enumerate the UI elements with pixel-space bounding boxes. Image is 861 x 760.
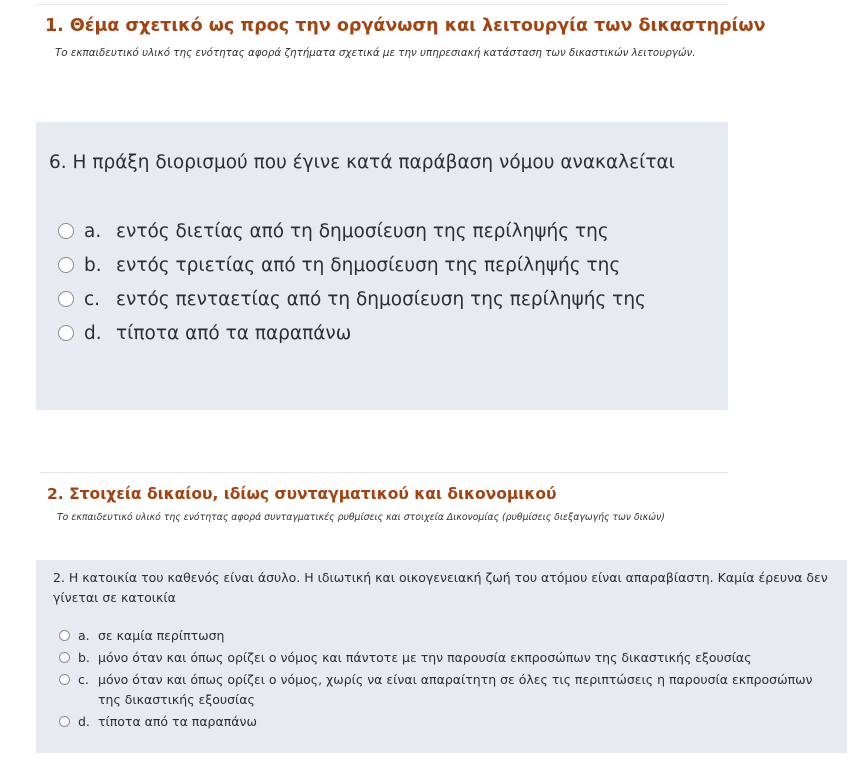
answer-text: τίποτα από τα παραπάνω [98,714,257,729]
section-1-divider [36,4,728,5]
answer-letter: b. [78,650,90,665]
answer-text: τίποτα από τα παραπάνω [116,322,352,344]
section-1-description: Το εκπαιδευτικό υλικό της ενότητας αφορά ζητήματα σχετικά με την υπηρεσιακή κατάσταση των δικαστικών λειτουργών. [55,47,696,59]
answer-option-d[interactable] [58,316,646,350]
radio-button-icon[interactable] [58,325,74,341]
answer-text: εντός διετίας από τη δημοσίευση της περίληψής της [116,220,609,242]
answer-option-a[interactable] [59,626,839,646]
answer-option-b[interactable] [58,248,646,282]
answer-option-b[interactable] [59,648,839,668]
section-2-title: 2. Στοιχεία δικαίου, ιδίως συνταγματικού και δικονομικού [47,485,557,503]
answer-letter: d. [78,714,90,729]
answer-letter: d. [84,322,102,344]
question-card-2 [36,560,847,753]
answer-option-a[interactable] [58,214,646,248]
answer-list [58,214,646,350]
question-text: 6. Η πράξη διορισμού που έγινε κατά παράβαση νόμου ανακαλείται [49,152,675,173]
question-card-6 [36,122,728,410]
radio-button-icon[interactable] [58,223,74,239]
radio-button-icon[interactable] [58,257,74,273]
answer-letter: c. [84,288,101,310]
answer-text: μόνο όταν και όπως ορίζει ο νόμος και πάντοτε με την παρουσία εκπροσώπων της δικαστικής εξουσίας [98,650,752,665]
section-2-divider [40,472,728,473]
answer-text: εντός τριετίας από τη δημοσίευση της περίληψής της [116,254,621,276]
radio-button-icon[interactable] [59,716,70,727]
radio-button-icon[interactable] [58,291,74,307]
answer-letter: a. [78,628,90,643]
answer-text: μόνο όταν και όπως ορίζει ο νόμος, χωρίς να είναι απαραίτητη σε όλες τις περιπτώσεις η παρουσία εκπροσώπων της δικαστικής εξουσίας [98,672,813,707]
answer-option-c[interactable] [59,670,839,710]
answer-letter: b. [84,254,102,276]
radio-button-icon[interactable] [59,652,70,663]
question-text: 2. Η κατοικία του καθενός είναι άσυλο. Η ιδιωτική και οικογενειακή ζωή του ατόμου είναι απαραβίαστη. Καμία έρευνα δεν γίνεται σε κατοικία [53,570,828,605]
section-1-title: 1. Θέμα σχετικό ως προς την οργάνωση και λειτουργία των δικαστηρίων [45,16,766,36]
answer-letter: c. [78,672,89,687]
section-2-description: Το εκπαιδευτικό υλικό της ενότητας αφορά συνταγματικές ρυθμίσεις και στοιχεία Δικονομίας (ρυθμίσεις διεξαγωγής των δικών) [57,512,665,523]
answer-option-d[interactable] [59,712,839,732]
answer-option-c[interactable] [58,282,646,316]
answer-text: εντός πενταετίας από τη δημοσίευση της περίληψής της [116,288,646,310]
answer-text: σε καμία περίπτωση [98,628,225,643]
answer-letter: a. [84,220,102,242]
radio-button-icon[interactable] [59,630,70,641]
radio-button-icon[interactable] [59,674,70,685]
answer-list [59,626,839,734]
